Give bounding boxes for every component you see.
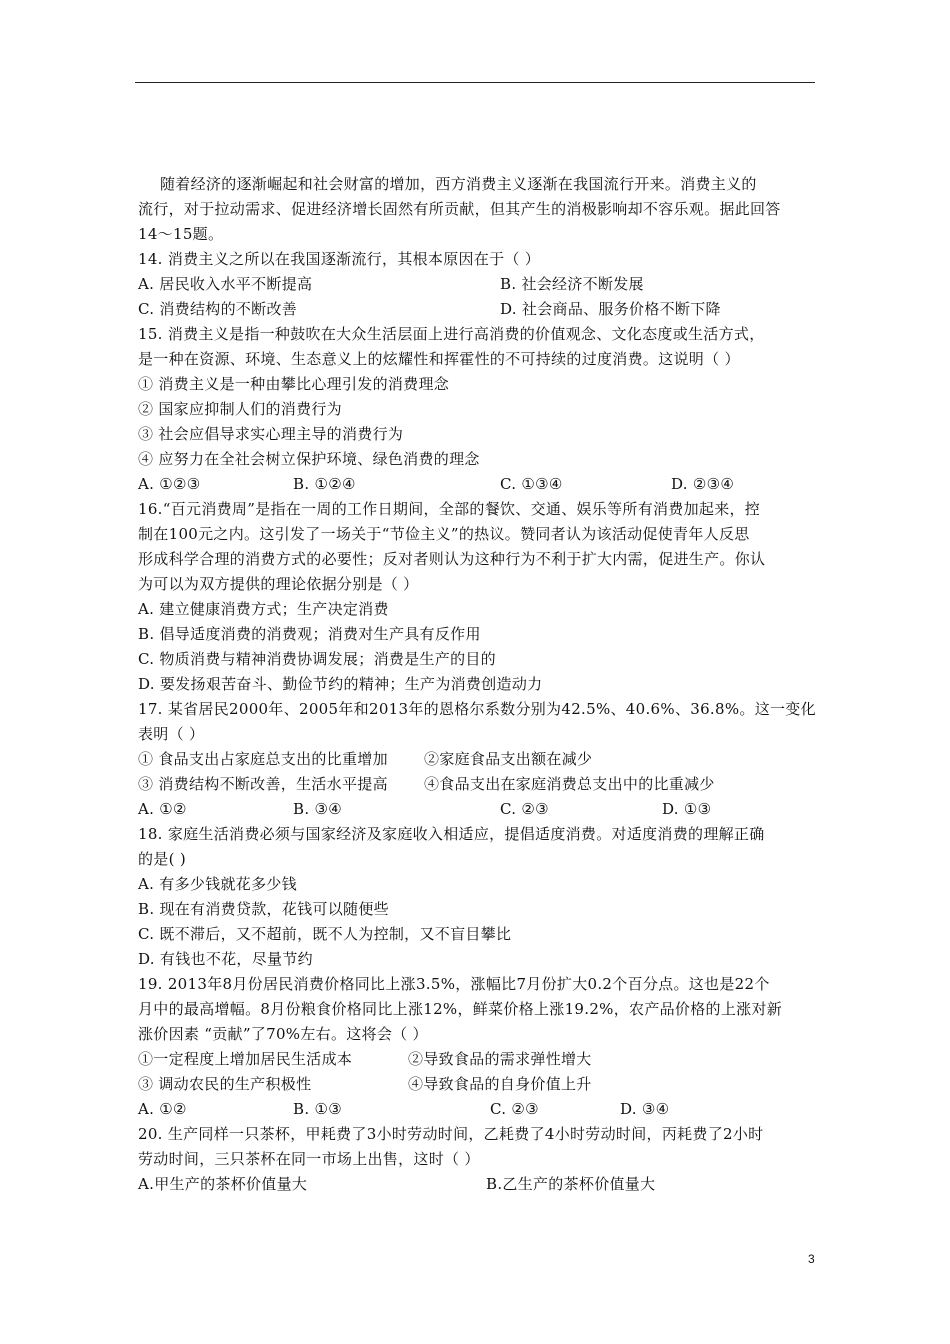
intro-line-2: 流行，对于拉动需求、促进经济增长固然有所贡献，但其产生的消极影响却不容乐观。据此回答 [138,200,781,218]
q19-statement-4: ④导致食品的自身价值上升 [408,1075,592,1093]
q16-stem-3: 形成科学合理的消费方式的必要性；反对者则认为这种行为不利于扩大内需，促进生产。你认 [138,550,766,568]
q19-statement-2: ②导致食品的需求弹性增大 [408,1050,592,1068]
q14-option-a: A. 居民收入水平不断提高 [138,275,313,293]
q19-option-b: B. ①③ [293,1100,342,1118]
q20-option-a: A.甲生产的茶杯价值量大 [138,1175,308,1193]
intro-line-1: 随着经济的逐渐崛起和社会财富的增加，西方消费主义逐渐在我国流行开来。消费主义的 [160,175,757,193]
q17-statement-3: ③ 消费结构不断改善，生活水平提高 [138,775,388,793]
q15-option-b: B. ①②④ [293,475,356,493]
q15-stem-2: 是一种在资源、环境、生态意义上的炫耀性和挥霍性的不可持续的过度消费。这说明（ ） [138,350,740,368]
q14-option-d: D. 社会商品、服务价格不断下降 [500,300,721,318]
q16-option-a: A. 建立健康消费方式；生产决定消费 [138,600,389,618]
q15-statement-4: ④ 应努力在全社会树立保护环境、绿色消费的理念 [138,450,480,468]
q19-stem-2: 月中的最高增幅。8月份粮食价格同比上涨12%，鲜菜价格上涨19.2%，农产品价格的上涨对新 [138,1000,783,1018]
q18-option-a: A. 有多少钱就花多少钱 [138,875,297,893]
q20-stem-2: 劳动时间，三只茶杯在同一市场上出售，这时（ ） [138,1150,480,1168]
q18-option-d: D. 有钱也不花，尽量节约 [138,950,313,968]
q18-option-c: C. 既不滞后，又不超前，既不人为控制，又不盲目攀比 [138,925,512,943]
q15-statement-3: ③ 社会应倡导求实心理主导的消费行为 [138,425,404,443]
q17-statement-4: ④食品支出在家庭消费总支出中的比重减少 [424,775,715,793]
q17-option-d: D. ①③ [662,800,712,818]
q17-option-a: A. ①② [138,800,187,818]
q17-option-c: C. ②③ [500,800,549,818]
q18-stem-1: 18. 家庭生活消费必须与国家经济及家庭收入相适应，提倡适度消费。对适度消费的理解正确 [138,825,765,843]
q17-stem-2: 表明（ ） [138,725,205,743]
q15-statement-2: ② 国家应抑制人们的消费行为 [138,400,342,418]
q20-option-b: B.乙生产的茶杯价值量大 [486,1175,656,1193]
intro-line-3: 14～15题。 [138,225,224,243]
q14-option-b: B. 社会经济不断发展 [500,275,644,293]
q16-option-c: C. 物质消费与精神消费协调发展；消费是生产的目的 [138,650,496,668]
q15-option-a: A. ①②③ [138,475,201,493]
q15-option-d: D. ②③④ [671,475,735,493]
q19-option-d: D. ③④ [620,1100,670,1118]
q19-option-a: A. ①② [138,1100,187,1118]
q17-option-b: B. ③④ [293,800,342,818]
q14-stem: 14. 消费主义之所以在我国逐渐流行，其根本原因在于（ ） [138,250,541,268]
q16-stem-1: 16.“百元消费周”是指在一周的工作日期间，全部的餐饮、交通、娱乐等所有消费加起来，控 [138,500,761,518]
q17-statement-2: ②家庭食品支出额在减少 [424,750,593,768]
q18-stem-2: 的是( ) [138,850,186,868]
q16-option-b: B. 倡导适度消费的消费观；消费对生产具有反作用 [138,625,481,643]
header-rule [135,82,815,83]
q19-statement-3: ③ 调动农民的生产积极性 [138,1075,312,1093]
q19-option-c: C. ②③ [490,1100,539,1118]
q15-statement-1: ① 消费主义是一种由攀比心理引发的消费理念 [138,375,450,393]
q20-stem-1: 20. 生产同样一只茶杯，甲耗费了3小时劳动时间，乙耗费了4小时劳动时间，丙耗费了2小时 [138,1125,764,1143]
q17-stem-1: 17. 某省居民2000年、2005年和2013年的恩格尔系数分别为42.5%、40.6%、36.8%。这一变化 [138,700,816,718]
q18-option-b: B. 现在有消费贷款，花钱可以随便些 [138,900,389,918]
q19-stem-3: 涨价因素 “贡献”了70%左右。这将会（ ） [138,1025,428,1043]
q14-option-c: C. 消费结构的不断改善 [138,300,298,318]
q17-statement-1: ① 食品支出占家庭总支出的比重增加 [138,750,388,768]
q19-stem-1: 19. 2013年8月份居民消费价格同比上涨3.5%，涨幅比7月份扩大0.2个百分点。这也是22个 [138,975,770,993]
q16-stem-4: 为可以为双方提供的理论依据分别是（ ） [138,575,419,593]
q16-option-d: D. 要发扬艰苦奋斗、勤俭节约的精神；生产为消费创造动力 [138,675,543,693]
q15-stem-1: 15. 消费主义是指一种鼓吹在大众生活层面上进行高消费的价值观念、文化态度或生活方式， [138,325,765,343]
q16-stem-2: 制在100元之内。这引发了一场关于“节俭主义”的热议。赞同者认为该活动促使青年人反思 [138,525,750,543]
q19-statement-1: ①一定程度上增加居民生活成本 [138,1050,353,1068]
q15-option-c: C. ①③④ [500,475,563,493]
page-number: 3 [808,1252,815,1266]
